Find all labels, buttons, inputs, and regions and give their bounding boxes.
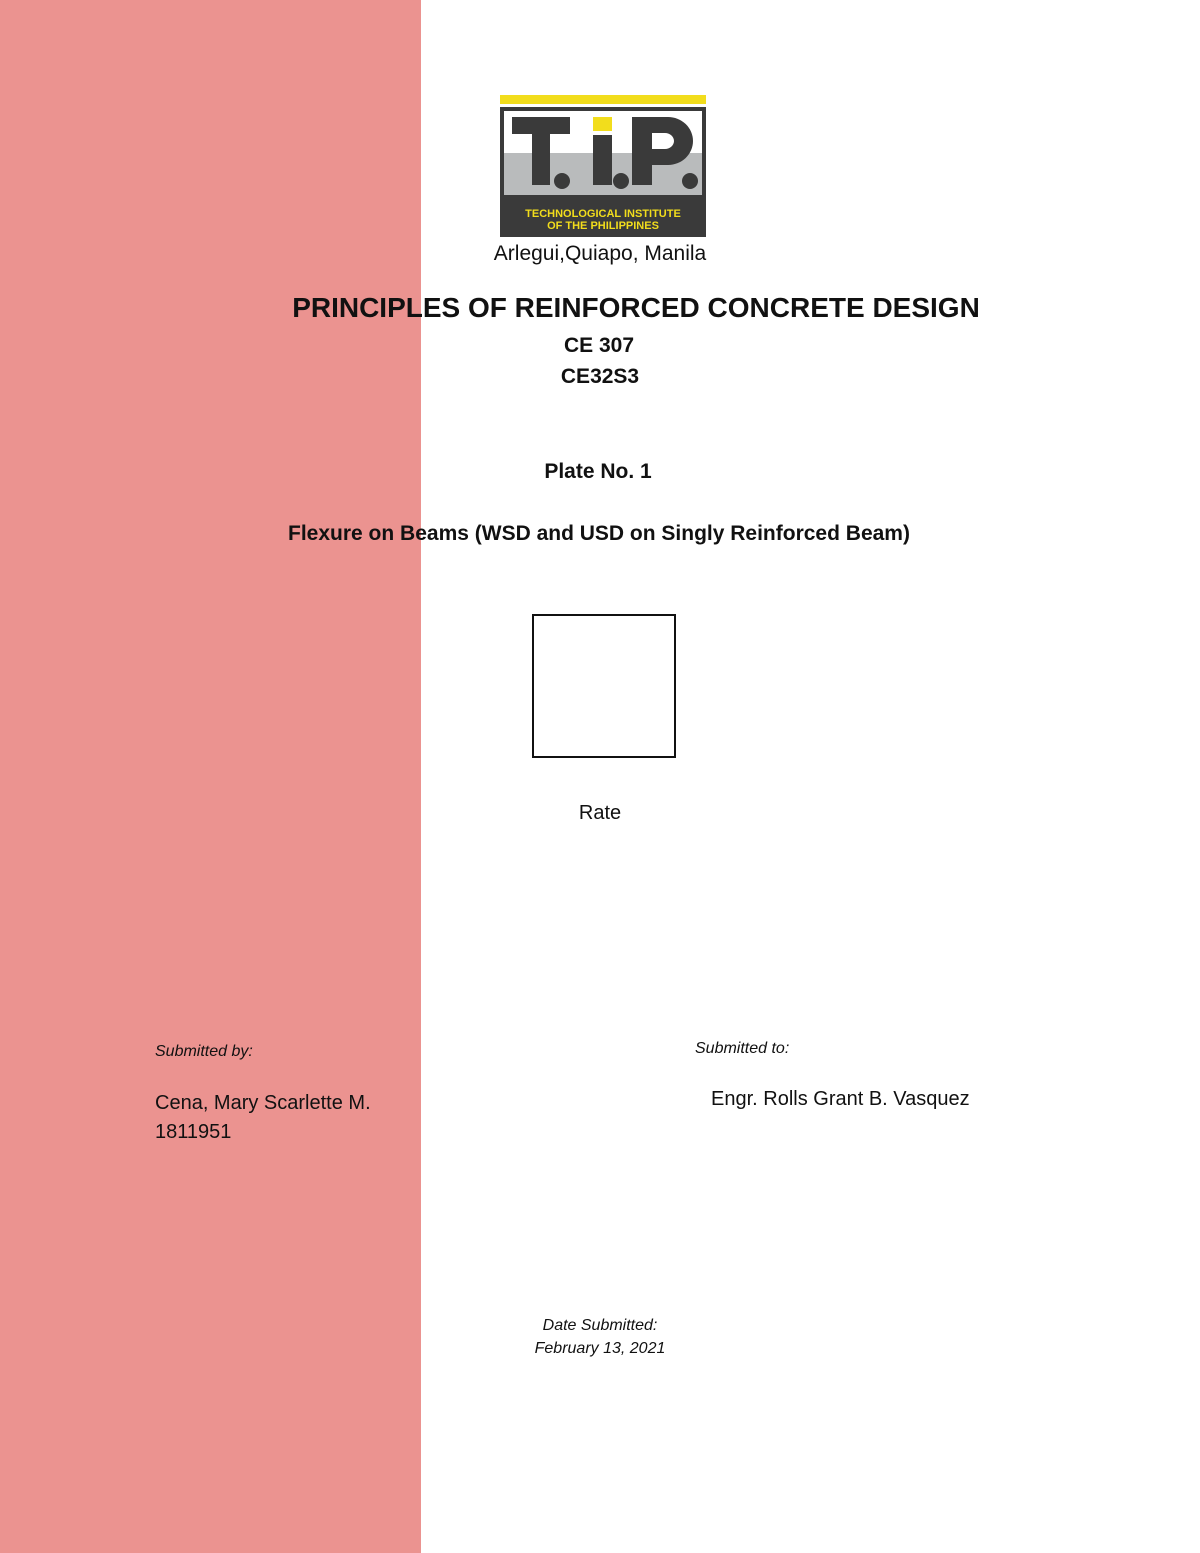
logo-yellow-bar bbox=[500, 95, 706, 104]
student-id: 1811951 bbox=[155, 1121, 232, 1143]
logo-top-rule bbox=[500, 107, 706, 111]
date-submitted-value: February 13, 2021 bbox=[534, 1340, 666, 1357]
course-code: CE 307 bbox=[563, 334, 635, 357]
course-title: PRINCIPLES OF REINFORCED CONCRETE DESIGN bbox=[292, 292, 980, 323]
logo-text-line1: TECHNOLOGICAL INSTITUTE bbox=[525, 208, 681, 220]
plate-number: Plate No. 1 bbox=[544, 460, 652, 483]
date-submitted-label: Date Submitted: bbox=[542, 1317, 658, 1334]
logo-left-edge bbox=[500, 111, 504, 195]
student-name: Cena, Mary Scarlette M. bbox=[155, 1092, 371, 1114]
rate-box bbox=[532, 614, 676, 758]
submitted-to-label: Submitted to: bbox=[695, 1040, 790, 1057]
plate-topic: Flexure on Beams (WSD and USD on Singly Reinforced Beam) bbox=[288, 522, 910, 545]
section-code: CE32S3 bbox=[560, 365, 640, 388]
logo-right-edge bbox=[702, 111, 706, 195]
tip-logo bbox=[500, 95, 706, 237]
submitted-by-label: Submitted by: bbox=[155, 1043, 253, 1060]
side-band bbox=[0, 0, 421, 1553]
logo-text-line2: OF THE PHILIPPINES bbox=[547, 220, 659, 232]
instructor-name: Engr. Rolls Grant B. Vasquez bbox=[711, 1088, 970, 1110]
address: Arlegui,Quiapo, Manila bbox=[493, 242, 707, 265]
rate-label: Rate bbox=[578, 802, 622, 824]
